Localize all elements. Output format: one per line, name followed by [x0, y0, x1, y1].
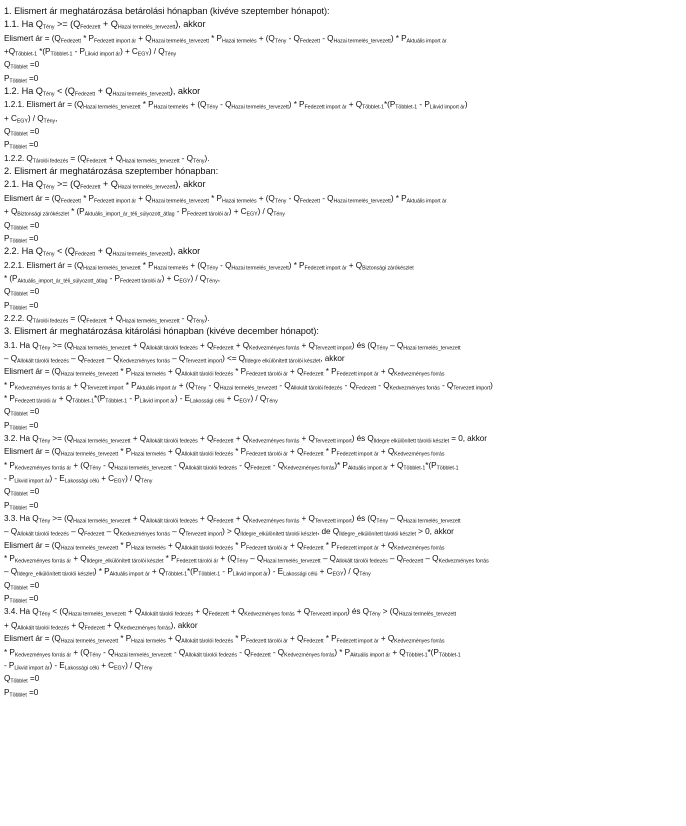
formula-line: 3.1. Ha $Q_{Tény} >= (Q_{Hazai termelés\_tervezett} + Q_{Allokált tárolói fedezés} + Q_{Fedezett} + Q_{Kedvezményes forrás} + Q_{Tervezett import})$ és ($Q_{Tény} - Q_{Hazai termelés\_tervezett}$ — [4, 340, 461, 351]
assignment-line: $Q_{Többlet} =0$ — [4, 580, 40, 592]
assignment-line: $Q_{Többlet} =0$ — [4, 407, 40, 418]
formula-line: Elismert ár = ($Q_{Fedezett} * P_{Fedezett import ár} + Q_{Hazai termelés\_tervezett} * P_{Hazai termelés} + (Q_{Tény} - Q_{Fedezett} - Q_{Hazai termelés\_tervezett}) * P_{Aktuális import ár}$ — [4, 193, 447, 205]
formula-line: 3.4. Ha $Q_{Tény} < (Q_{Hazai termelés\_tervezett} + Q_{Allokált tárolói fedezés} + Q_{Fedezett} + Q_{Kedvezményes forrás} + Q_{Tervezett import})$ és $Q_{Tény} > (Q_{Hazai termelés\_tervezett}$ — [4, 607, 457, 618]
formula-line: + $Q_{Biztonsági zárókészlet} * (P_{Aktuális\_import\_ár\_téli\_súlyozott\_átlag} - P_{Fedezett tárolói ár}) + C_{EGY}) / Q_{Tény}$ — [4, 207, 285, 218]
formula-line: 1.2.1. Elismert ár = ($Q_{Hazai termelés\_tervezett} * P_{Hazai termelés} + (Q_{Tény} - Q_{Hazai termelés\_tervezett}) * P_{Fedezett import ár} + Q_{Többlet-1}*(P_{Többlet-1} - P_{Likvid import ár})$ — [4, 100, 468, 111]
formula-line: Elismert ár = ($Q_{Fedezett} * P_{Fedezett import ár} + Q_{Hazai termelés\_tervezett} * P_{Hazai termelés} + (Q_{Tény} - Q_{Fedezett} - Q_{Hazai termelés\_tervezett}) * P_{Aktuális import ár}$ — [4, 33, 447, 45]
assignment-line: 1.2.2. $Q_{Tárolói fedezés} = (Q_{Fedezett} + Q_{Hazai termelés\_tervezett} - Q_{Tény})$. — [4, 153, 210, 165]
formula-line: - $P_{Likvid import ár}) - E_{Lakossági célú} + C_{EGY}) / Q_{Tény}$ — [4, 660, 153, 672]
assignment-line: $Q_{Többlet} =0$ — [4, 487, 40, 498]
assignment-line: $P_{Többlet} =0$ — [4, 594, 39, 605]
formula-line: – $Q_{Allokált tárolói fedezés} - Q_{Fedezett} - Q_{Kedvezményes forrás} - Q_{Tervezett import}) > Q_{Ildegre\_elkülönített tárolói készlet}$, de $Q_{Ildegre\_elkülönített tárolói készlet} > 0$, akkor — [4, 527, 454, 538]
assignment-line: $Q_{Többlet} =0$ — [4, 287, 40, 298]
formula-line: * $P_{Kedvezményes forrás ár} + Q_{Tervezett import} * P_{Aktuális import ár} + (Q_{Tény} - Q_{Hazai termelés\_tervezett} - Q_{Allokált tárolói fedezés} - Q_{Fedezett} - Q_{Kedvezményes forrás} - Q_{Tervezett import})$ — [4, 380, 493, 392]
section-heading: 1.2. Ha $Q_{Tény} < (Q_{Fedezett} + Q_{Hazai termelés\_tervezett})$, akkor — [4, 86, 201, 98]
formula-line: * $P_{Kedvezményes forrás ár} + Q_{Ildegre\_elkülönített tárolói készlet} * P_{Fedezett tárolói ár} + (Q_{Tény} - Q_{Hazai termelés\_tervezett} - Q_{Allokált tárolói fedezés} - Q_{Fedezett} - Q_{Kedvezményes forrás}$ — [4, 554, 489, 565]
formula-line: Elismert ár = ($Q_{Hazai termelés\_tervezett} * P_{Hazai termelés} + Q_{Allokált tárolói fedezés} * P_{Fedezett tárolói ár} + Q_{Fedezett} * P_{Fedezett import ár} + Q_{Kedvezményes forrás}$ — [4, 367, 445, 378]
formula-line: – $Q_{Allokált tárolói fedezés} - Q_{Fedezett} - Q_{Kedvezményes forrás} - Q_{Tervezett import}) <= Q_{Ildegre elkülönített tárolói készlet}$, akkor — [4, 353, 345, 365]
assignment-line: $P_{Többlet} =0$ — [4, 233, 39, 245]
formula-line: - $P_{Likvid import ár}) - E_{Lakossági célú} + C_{EGY}) / Q_{Tény}$ — [4, 474, 153, 485]
assignment-line: $Q_{Többlet} =0$ — [4, 674, 40, 685]
formula-line: – $Q_{Ildegre\_elkülönített tárolói készlet}) * P_{Aktuális import ár} + Q_{Többlet-1}*(P_{Többlet-1} - P_{Likvid import ár}) - E_{Lakossági célú} + C_{EGY}) / Q_{Tény}$ — [4, 567, 371, 578]
formula-line: * $P_{Kedvezményes forrás ár} + (Q_{Tény} - Q_{Hazai termelés\_tervezett} - Q_{Allokált tárolói fedezés} - Q_{Fedezett} - Q_{Kedvezményes forrás})*$ $P_{Aktuális import ár} + Q_{Többlet-1}*(P_{Többlet-1}$ — [4, 460, 459, 472]
assignment-line: $Q_{Többlet} =0$ — [4, 60, 40, 71]
formula-line: Elismert ár = ($Q_{Hazai termelés\_tervezett} * P_{Hazai termelés} + Q_{Allokált tárolói fedezés} * P_{Fedezett tárolói ár} + Q_{Fedezett} * P_{Fedezett import ár} + Q_{Kedvezményes forrás}$ — [4, 634, 445, 645]
assignment-line: $P_{Többlet} =0$ — [4, 140, 39, 151]
formula-line: * $P_{Kedvezményes forrás ár} + (Q_{Tény} - Q_{Hazai termelés\_tervezett} - Q_{Allokált tárolói fedezés} - Q_{Fedezett} - Q_{Kedvezményes forrás}) * P_{Aktuális import ár} + Q_{Többlet-1}*(P_{Többlet-1}$ — [4, 647, 461, 658]
section-heading: 2. Elismert ár meghatározása szeptember hónapban: — [4, 166, 219, 177]
assignment-line: $P_{Többlet} =0$ — [4, 500, 39, 512]
formula-line: * $(P_{Aktuális\_import\_ár\_téli\_súlyozott\_átlag} - P_{Fedezett tárolói ár}) + C_{EGY}) / Q_{Tény}$, — [4, 273, 220, 285]
assignment-line: $P_{Többlet} =0$ — [4, 687, 39, 698]
assignment-line: $Q_{Többlet} =0$ — [4, 127, 40, 138]
formula-line: + $Q_{Allokált tárolói fedezés} + Q_{Fedezett} + Q_{Kedvezményes forrás}$), akkor — [4, 620, 198, 632]
formula-line: 3.2. Ha $Q_{Tény} >= (Q_{Hazai termelés\_tervezett} + Q_{Allokált tárolói fedezés} + Q_{Fedezett} + Q_{Kedvezményes forrás} + Q_{Tervezett import})$ és $Q_{Ildegre elkülönített tárolói készlet} = 0$, akkor — [4, 434, 487, 445]
assignment-line: $P_{Többlet} =0$ — [4, 300, 39, 311]
assignment-line: $P_{Többlet} =0$ — [4, 73, 39, 85]
formula-line: 3.3. Ha $Q_{Tény} >= (Q_{Hazai termelés\_tervezett} + Q_{Allokált tárolói fedezés} + Q_{Fedezett} + Q_{Kedvezményes forrás} + Q_{Tervezett import})$ és ($Q_{Tény} - Q_{Hazai termelés\_tervezett}$ — [4, 514, 461, 525]
formula-line: + $C_{EGY}) / Q_{Tény}$, — [4, 113, 58, 125]
section-heading: 2.2. Ha $Q_{Tény} < (Q_{Fedezett} + Q_{Hazai termelés\_tervezett})$, akkor — [4, 246, 201, 258]
formula-line: 2.2.1. Elismert ár = ($Q_{Hazai termelés\_tervezett} * P_{Hazai termelés} + (Q_{Tény} - Q_{Hazai termelés\_tervezett}) * P_{Fedezett import ár} + Q_{Biztonsági zárókészlet}$ — [4, 260, 414, 271]
assignment-line: $Q_{Többlet} =0$ — [4, 220, 40, 231]
section-heading: 1.1. Ha $Q_{Tény} >= (Q_{Fedezett} + Q_{Hazai termelés\_tervezett})$, akkor — [4, 19, 206, 31]
assignment-line: 2.2.2. $Q_{Tárolói fedezés} = (Q_{Fedezett} + Q_{Hazai termelés\_tervezett} - Q_{Tény})$. — [4, 313, 210, 325]
formula-line: Elismert ár = ($Q_{Hazai termelés\_tervezett} * P_{Hazai termelés} + Q_{Allokált tárolói fedezés} * P_{Fedezett tárolói ár} + Q_{Fedezett} * P_{Fedezett import ár} + Q_{Kedvezményes forrás}$ — [4, 540, 445, 552]
section-heading: 1. Elismert ár meghatározása betárolási hónapban (kivéve szeptember hónapot): — [4, 6, 330, 16]
formula-line: Elismert ár = ($Q_{Hazai termelés\_tervezett} * P_{Hazai termelés} + Q_{Allokált tárolói fedezés} * P_{Fedezett tárolói ár} + Q_{Fedezett} * P_{Fedezett import ár} + Q_{Kedvezményes forrás}$ — [4, 447, 445, 458]
formula-line: * $P_{Fedezett tárolói ár} + Q_{Többlet-1}*(P_{Többlet-1} - P_{Likvid import ár}) - E_{Lakossági célú} + C_{EGY}) / Q_{Tény}$ — [4, 393, 278, 405]
section-heading: 2.1. Ha $Q_{Tény} >= (Q_{Fedezett} + Q_{Hazai termelés\_tervezett})$, akkor — [4, 179, 206, 191]
formula-line: $+Q_{Többlet-1}$ $*(P_{Többlet-1} - P_{Likvid import ár}) + C_{EGY}) / Q_{Tény}$ — [4, 47, 177, 58]
assignment-line: $P_{Többlet} =0$ — [4, 420, 39, 432]
section-heading: 3. Elismert ár meghatározása kitárolási hónapban (kivéve december hónapot): — [4, 326, 319, 337]
